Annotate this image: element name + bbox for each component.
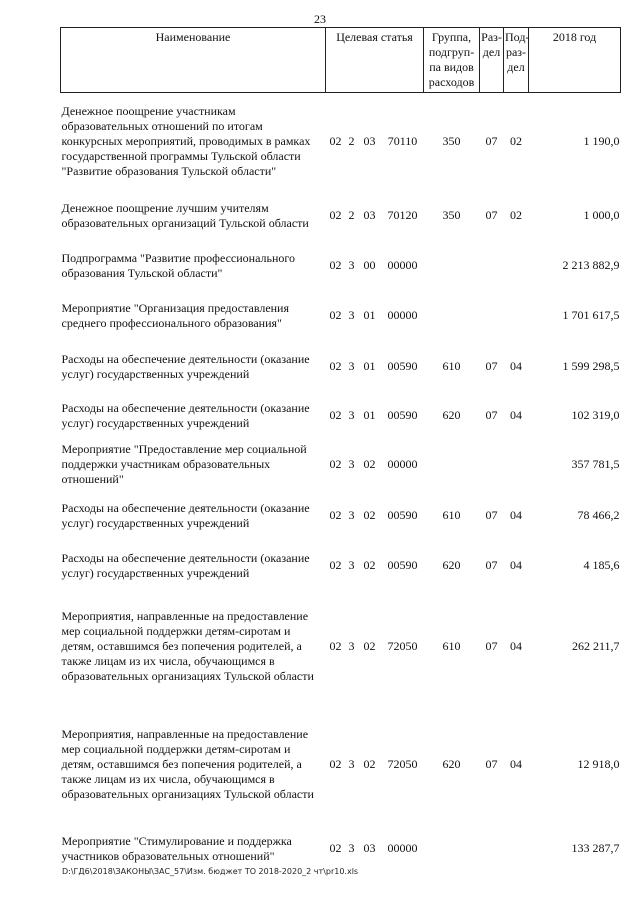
amount-2018: 133 287,7 [571, 841, 620, 855]
section: 07 [485, 408, 498, 422]
expense-group: 620 [442, 558, 461, 572]
table-header-row [61, 28, 621, 93]
header-subsection: Под-раз-дел [504, 28, 529, 93]
expense-group [424, 241, 480, 291]
row-name: Расходы на обеспечение деятельности (оказание услуг) государственных учреждений [61, 351, 310, 381]
code-subprogram: 3 [348, 558, 355, 572]
header-year: 2018 год [529, 28, 621, 93]
subsection: 04 [510, 757, 523, 771]
budget-table [60, 27, 621, 871]
section [480, 439, 504, 491]
section: 07 [485, 639, 498, 653]
row-name: Мероприятие "Стимулирование и поддержка участников образовательных отношений" [61, 833, 292, 863]
code-measure: 01 [363, 408, 376, 422]
subsection [504, 291, 529, 341]
code-measure: 03 [363, 134, 376, 149]
code-subprogram: 3 [348, 408, 355, 422]
subsection: 02 [510, 134, 523, 149]
code-direction: 70120 [387, 208, 418, 222]
subsection: 04 [510, 639, 523, 653]
amount-2018: 1 701 617,5 [562, 308, 620, 322]
row-name: Денежное поощрение лучшим учителям образовательных организаций Тульской области [61, 200, 309, 230]
code-subprogram: 3 [348, 258, 355, 272]
code-measure: 01 [363, 308, 376, 322]
row-name: Мероприятия, направленные на предоставление мер социальной поддержки детям-сиротам и детям, оставшимся без попечения родителей, а также лицам из их числа, обучающимся в образовательных организациях Тульской области [61, 609, 314, 683]
amount-2018: 1 599 298,5 [562, 359, 620, 373]
code-direction: 70110 [387, 134, 418, 149]
section [480, 827, 504, 871]
code-subprogram: 3 [348, 508, 355, 522]
subsection [504, 241, 529, 291]
section [480, 291, 504, 341]
subsection [504, 827, 529, 871]
table-row [61, 439, 621, 491]
code-measure: 03 [363, 208, 376, 222]
code-direction: 00000 [387, 308, 418, 322]
expense-group [424, 439, 480, 491]
section: 07 [485, 134, 498, 149]
file-path-footer: D:\ГД6\2018\ЗАКОНЫ\ЗАС_57\Изм. бюджет ТО 2018-2020_2 чт\pr10.xls [62, 867, 359, 876]
row-name: Подпрограмма "Развитие профессионального образования Тульской области" [61, 250, 296, 280]
section: 07 [485, 558, 498, 572]
code-direction: 00590 [387, 558, 418, 572]
table-row [61, 291, 621, 341]
row-name: Расходы на обеспечение деятельности (оказание услуг) государственных учреждений [61, 500, 310, 530]
header-section: Раз-дел [480, 28, 504, 93]
code-direction: 72050 [387, 639, 418, 653]
code-program: 02 [329, 639, 342, 653]
subsection: 04 [510, 408, 523, 422]
code-direction: 00000 [387, 841, 418, 855]
table-row [61, 541, 621, 591]
subsection: 02 [510, 208, 523, 222]
code-direction: 00590 [387, 359, 418, 373]
table-row [61, 93, 621, 191]
subsection: 04 [510, 359, 523, 373]
row-name: Расходы на обеспечение деятельности (оказание услуг) государственных учреждений [61, 550, 310, 580]
code-measure: 02 [363, 558, 376, 572]
expense-group: 620 [442, 757, 461, 771]
subsection [504, 439, 529, 491]
code-subprogram: 2 [348, 134, 355, 149]
code-program: 02 [329, 258, 342, 272]
page-number: 23 [314, 12, 326, 26]
code-program: 02 [329, 308, 342, 322]
row-name: Мероприятие "Организация предоставления среднего профессионального образования" [61, 300, 290, 330]
amount-2018: 2 213 882,9 [562, 258, 620, 272]
header-name: Наименование [61, 28, 326, 93]
code-measure: 03 [363, 841, 376, 855]
code-direction: 00000 [387, 457, 418, 471]
expense-group [424, 291, 480, 341]
table-row [61, 703, 621, 827]
table-row [61, 827, 621, 871]
code-direction: 00590 [387, 508, 418, 522]
expense-group [424, 827, 480, 871]
code-measure: 02 [363, 508, 376, 522]
code-measure: 01 [363, 359, 376, 373]
code-measure: 02 [363, 757, 376, 771]
code-program: 02 [329, 134, 342, 149]
code-subprogram: 3 [348, 639, 355, 653]
section: 07 [485, 359, 498, 373]
code-direction: 72050 [387, 757, 418, 771]
code-program: 02 [329, 841, 342, 855]
code-subprogram: 3 [348, 757, 355, 771]
subsection: 04 [510, 508, 523, 522]
expense-group: 610 [442, 508, 461, 522]
table-row [61, 241, 621, 291]
row-name: Мероприятие "Предоставление мер социальной поддержки участникам образовательных отношений" [61, 442, 307, 486]
header-target-article: Целевая статья [326, 28, 424, 93]
amount-2018: 262 211,7 [571, 639, 620, 653]
table-row [61, 591, 621, 703]
code-measure: 00 [363, 258, 376, 272]
expense-group: 620 [442, 408, 461, 422]
code-program: 02 [329, 757, 342, 771]
table-row [61, 393, 621, 439]
row-name: Расходы на обеспечение деятельности (оказание услуг) государственных учреждений [61, 400, 310, 430]
row-name: Денежное поощрение участникам образовательных отношений по итогам конкурсных мероприятий, проводимых в рамках государственной программы Тульской области "Развитие образования Тульской области" [61, 104, 311, 179]
expense-group: 610 [442, 359, 461, 373]
table-row [61, 191, 621, 241]
table-row [61, 341, 621, 393]
section: 07 [485, 757, 498, 771]
amount-2018: 102 319,0 [571, 408, 620, 422]
code-program: 02 [329, 457, 342, 471]
code-direction: 00000 [387, 258, 418, 272]
code-subprogram: 3 [348, 841, 355, 855]
amount-2018: 357 781,5 [571, 457, 620, 471]
code-subprogram: 3 [348, 308, 355, 322]
amount-2018: 78 466,2 [577, 508, 620, 522]
table-row [61, 491, 621, 541]
code-program: 02 [329, 558, 342, 572]
code-program: 02 [329, 408, 342, 422]
code-program: 02 [329, 508, 342, 522]
code-program: 02 [329, 208, 342, 222]
amount-2018: 4 185,6 [583, 558, 620, 572]
code-program: 02 [329, 359, 342, 373]
section: 07 [485, 208, 498, 222]
amount-2018: 12 918,0 [577, 757, 620, 771]
expense-group: 350 [442, 208, 461, 222]
section: 07 [485, 508, 498, 522]
code-subprogram: 3 [348, 457, 355, 471]
amount-2018: 1 000,0 [583, 208, 620, 222]
header-expense-group: Группа, подгруп-па видов расходов [424, 28, 480, 93]
row-name: Мероприятия, направленные на предоставление мер социальной поддержки детям-сиротам и детям, оставшимся без попечения родителей, а также лицам из их числа, обучающимся в образовательных организациях Тульской области [61, 727, 314, 801]
code-subprogram: 2 [348, 208, 355, 222]
expense-group: 350 [442, 134, 461, 149]
expense-group: 610 [442, 639, 461, 653]
code-direction: 00590 [387, 408, 418, 422]
code-measure: 02 [363, 639, 376, 653]
section [480, 241, 504, 291]
code-subprogram: 3 [348, 359, 355, 373]
code-measure: 02 [363, 457, 376, 471]
subsection: 04 [510, 558, 523, 572]
amount-2018: 1 190,0 [583, 134, 620, 149]
